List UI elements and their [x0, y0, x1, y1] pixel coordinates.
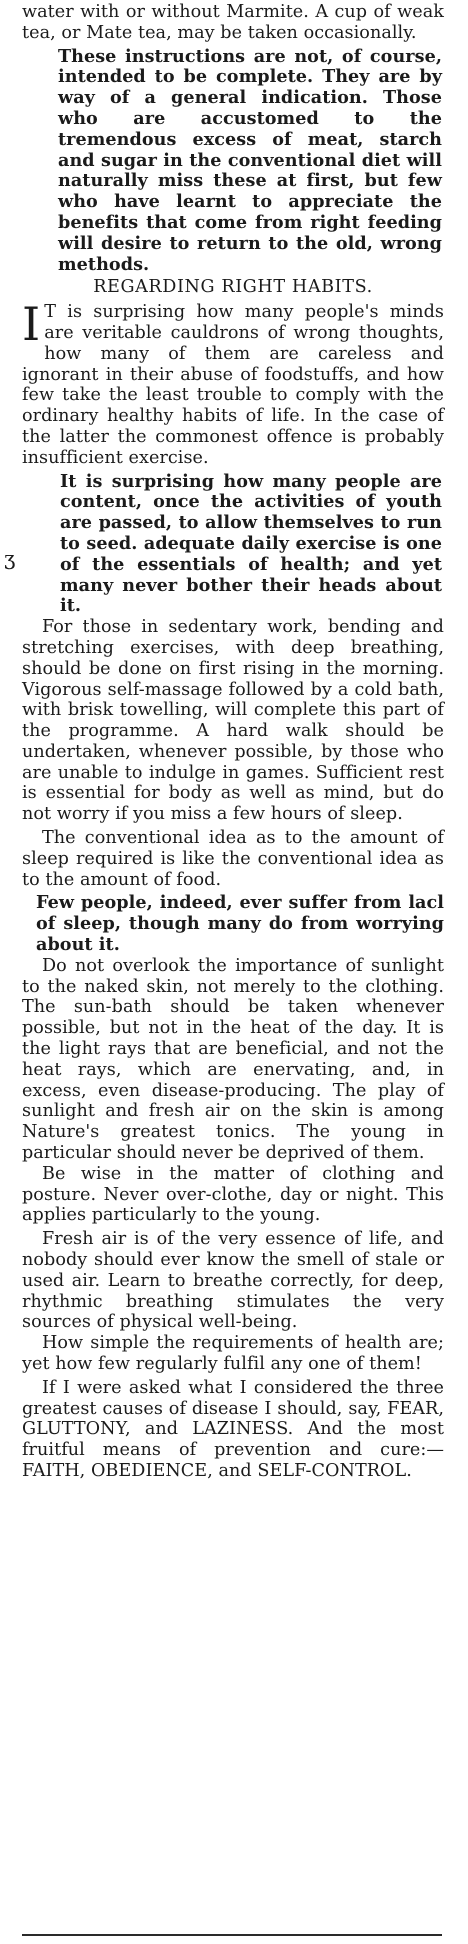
- paragraph-habits-text: T is surprising how many people's minds are veritable cauldrons of wrong thoughts, how many of them are careless and ignorant in their abuse of foodstuffs, and how few take the least trouble to comply with the ordinary healthy habits of life. In the case of the latter the commonest offence is probably insufficient exercise.: [22, 302, 444, 468]
- paragraph-sleep: The conventional idea as to the amount of sleep required is like the conventional idea as to the amount of food.: [22, 828, 444, 890]
- paragraph-habits: [22, 297, 444, 468]
- paragraph-fresh-air: Fresh air is of the very essence of life, and nobody should ever know the smell of stale or used air. Learn to breathe correctly, for deep, rhythmic breathing stimulates the very sources of physical well-being.: [22, 1229, 444, 1333]
- article-column: [22, 2, 444, 1942]
- bold-paragraph-exercise: It is surprising how many people are content, once the activities of youth are passed, to allow themselves to run to seed. adequate daily exercise is one of the essentials of health; and yet many never bother their heads about it.: [60, 470, 442, 617]
- drop-cap: I: [22, 297, 41, 352]
- paragraph-causes: If I were asked what I considered the three greatest causes of disease I should, say, FEAR, GLUTTONY, and LAZINESS. And the most fruitful means of prevention and cure:— FAITH, OBEDIENCE, and SELF-CONTROL.: [22, 1377, 444, 1481]
- paragraph-sunlight: Do not overlook the importance of sunlight to the naked skin, not merely to the clothing. The sun-bath should be taken whenever possible, but not in the heat of the day. It is the light rays that are beneficial, and not the heat rays, which are enervating, and, in excess, even disease-producing. The play of sunlight and fresh air on the skin is among Nature's greatest tonics. The young in particular should never be deprived of them.: [22, 955, 444, 1164]
- end-rule: [22, 1934, 442, 1936]
- section-heading: REGARDING RIGHT HABITS.: [93, 277, 373, 298]
- paragraph-simple: How simple the requirements of health are; yet how few regularly fulfil any one of them!: [22, 1333, 444, 1374]
- margin-mark: ʒ: [4, 546, 16, 570]
- paragraph-sedentary: For those in sedentary work, bending and stretching exercises, with deep breathing, should be done on first rising in the morning. Vigorous self-massage followed by a cold bath, with brisk towelling, will complete this part of the programme. A hard walk should be undertaken, whenever possible, by those who are unable to indulge in games. Sufficient rest is essential for body as well as mind, but do not worry if you miss a few hours of sleep.: [22, 617, 444, 825]
- bold-paragraph-sleep: Few people, indeed, ever suffer from lacl of sleep, though many do from worrying about it.: [36, 892, 444, 956]
- paragraph-clothing: Be wise in the matter of clothing and posture. Never over-clothe, day or night. This applies particularly to the young.: [22, 1163, 444, 1226]
- paragraph-intro: water with or without Marmite. A cup of weak tea, or Mate tea, may be taken occasionally.: [22, 2, 444, 43]
- bold-paragraph-instructions: These instructions are not, of course, intended to be complete. They are by way of a general indication. Those who are accustomed to the tremendous excess of meat, starch and sugar in the conventional diet will naturally miss these at first, but few who have learnt to appreciate the benefits that come from right feeding will desire to return to the old, wrong methods.: [58, 45, 442, 275]
